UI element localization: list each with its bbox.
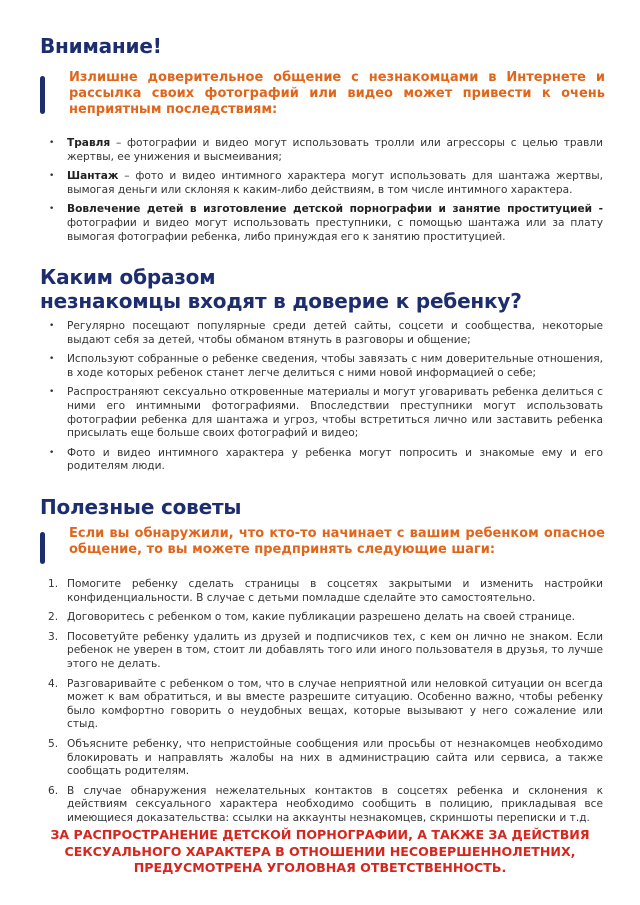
- item-text: Объясните ребенку, что непристойные сообщения или просьбы от незнакомцев необходимо блокировать и направлять жалобы на них в администрацию сайта или сервиса, а также сообщать родителям.: [67, 737, 603, 778]
- callout-bar: [40, 532, 45, 564]
- item-number: 3.: [48, 630, 59, 643]
- item-number: 5.: [48, 737, 59, 750]
- tips-heading: Полезные советы: [40, 495, 242, 519]
- attention-heading: Внимание!: [40, 34, 162, 58]
- attention-callout-text: Излишне доверительное общение с незнакомцами в Интернете и рассылка своих фотографий или видео может привести к очень неприятным последствиям:: [69, 70, 605, 117]
- list-item: • Используют собранные о ребенке сведения, чтобы завязать с ним доверительные отношения, в ходе которых ребенок станет легче делиться с ними новой информацией о себе;: [40, 353, 603, 380]
- item-text: – фотографии и видео могут использовать тролли или агрессоры с целью травли жертвы, ее унижения и высмеивания;: [67, 137, 603, 163]
- list-item: [40, 170, 603, 197]
- list-item: [40, 631, 603, 672]
- item-number: 4.: [48, 677, 59, 690]
- list-item: [40, 578, 603, 605]
- attention-callout: [40, 70, 605, 120]
- attention-list: [40, 137, 603, 250]
- list-item: [40, 785, 603, 826]
- item-text: Договоритесь с ребенком о том, какие публикации разрешено делать на своей странице.: [67, 611, 576, 624]
- item-text: Разговаривайте с ребенком о том, что в случае неприятной или неловкой ситуации он всегда может к вам обратиться, и вы вместе разрешите ситуацию. Особенно важно, чтобы ребенку было комфортно говорить о неудобных вещах, которые вызывают у него сожаление или стыд.: [67, 677, 603, 731]
- tips-list: [40, 578, 603, 832]
- trust-heading-line1: Каким образом: [40, 265, 216, 289]
- item-text: – фото и видео интимного характера могут использовать для шантажа жертвы, вымогая деньги или склоняя к каким-либо действиям, в том числе интимного характера.: [67, 170, 603, 196]
- trust-heading: [40, 265, 522, 313]
- callout-bar: [40, 76, 45, 114]
- list-item: [40, 678, 603, 732]
- list-item: [40, 203, 603, 244]
- item-text: В случае обнаружения нежелательных контактов в соцсетях ребенка и склонения к действиям сексуального характера необходимо сообщить в полицию, прикладывая все имеющиеся доказательства: ссылки на аккаунты незнакомцев, скриншоты переписки и т.д.: [67, 784, 603, 824]
- item-number: 2.: [48, 611, 59, 624]
- item-term: Вовлечение детей в изготовление детской порнографии и занятие проституцией -: [67, 203, 603, 216]
- item-text: фотографии и видео могут использовать преступники, с помощью шантажа или за плату вымогая фотографии ребенка, либо принуждая его к занятию проституцией.: [67, 216, 603, 243]
- warning-line2: СЕКСУАЛЬНОГО ХАРАКТЕРА В ОТНОШЕНИИ НЕСОВЕРШЕННОЛЕТНИХ,: [64, 843, 576, 859]
- item-text: Помогите ребенку сделать страницы в соцсетях закрытыми и изменить настройки конфиденциальности. В случае с детьми помладше сделайте это самостоятельно.: [67, 578, 603, 604]
- legal-warning: [40, 827, 600, 877]
- tips-callout: [40, 526, 605, 566]
- list-item: • Фото и видео интимного характера у ребенка могут попросить и знакомые ему и его родителям люди.: [40, 447, 603, 474]
- item-text: Посоветуйте ребенку удалить из друзей и подписчиков тех, с кем он лично не знаком. Если ребенок не уверен в том, стоит ли добавлять того или иного пользователя в друзья, то лучше этого не делать.: [67, 630, 603, 670]
- item-term: Травля: [67, 137, 111, 149]
- list-item: [40, 611, 603, 625]
- warning-line3: ПРЕДУСМОТРЕНА УГОЛОВНАЯ ОТВЕТСТВЕННОСТЬ.: [133, 860, 507, 875]
- list-item: • Регулярно посещают популярные среди детей сайты, соцсети и сообщества, некоторые выдают себя за детей, чтобы обманом втянуть в разговоры и общение;: [40, 320, 603, 347]
- trust-list: [40, 320, 603, 480]
- item-number: 6.: [48, 784, 59, 797]
- warning-line1: ЗА РАСПРОСТРАНЕНИЕ ДЕТСКОЙ ПОРНОГРАФИИ, А ТАКЖЕ ЗА ДЕЙСТВИЯ: [50, 827, 590, 842]
- item-number: 1.: [48, 578, 59, 590]
- list-item: • Распространяют сексуально откровенные материалы и могут уговаривать ребенка делиться с ними его интимными фотографиями. Впоследствии преступники могут использовать фотографии ребенка для шантажа и угроз, чтобы встретиться лично или заставить ребенка присылать еще больше своих фотографий и видео;: [40, 386, 603, 440]
- tips-callout-text: Если вы обнаружили, что кто-то начинает с вашим ребенком опасное общение, то вы можете предпринять следующие шаги:: [69, 526, 605, 557]
- item-term: Шантаж: [67, 170, 119, 183]
- list-item: [40, 137, 603, 164]
- list-item: [40, 738, 603, 779]
- trust-heading-line2: незнакомцы входят в доверие к ребенку?: [40, 289, 522, 313]
